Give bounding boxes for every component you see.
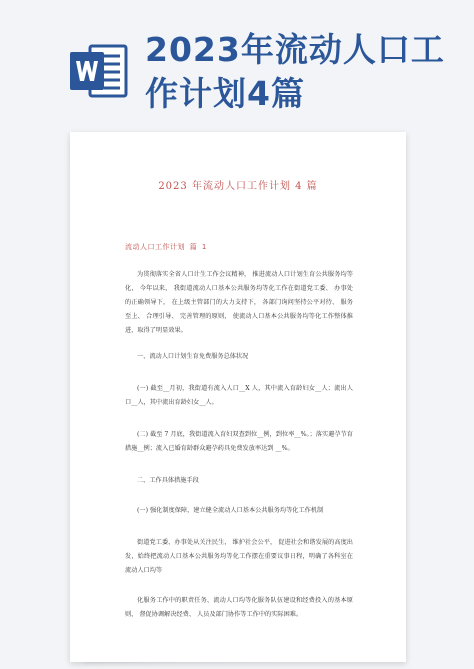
word-document-icon <box>68 40 130 102</box>
paragraph-body-2: 化服务工作中的职责任务、流动人口均等化服务队伍建设和经费投入的基本原则， 督促协调解决经费、 人员及部门协作等工作中的实际困难。 <box>125 597 353 618</box>
banner-title: 2023年流动人口工作计划4篇 <box>145 30 445 113</box>
paragraph-intro: 为贯彻落实全省人口计生工作会议精神， 推进流动人口计划生育公共服务均等化， 今年以来， 我街道流动人口基本公共服务均等化工作在街道党工委、 办事处的正确领导下， 在上级主管部门的大力支持下， 各部门询问坚持公平对待、 服务至上、 合理引导、 完善管理的原则， 使流动人口基本公共服务均等化工作整体推进，取得了明显效果。 <box>125 271 353 334</box>
paragraph-subheading: (一) 强化制度保障，建立健全流动人口基本公共服务均等化工作机制 <box>137 507 324 514</box>
paragraph-body-1: 街道党工委、办事处从关注民生， 维护社会公平， 促进社会和谐发展的高度出发，始终把流动人口基本公共服务均等化工作摆在重要议事日程，明确了各科室在流动人口均等 <box>125 539 353 574</box>
paragraph-item-2: (二) 截至 7 月底，我街道流入育妇双查到位__例，到位率__%。；落实避孕节育措施__例；流入已婚育龄群众避孕药具免费发放率达到 __%。 <box>125 431 353 452</box>
paragraph-item-1: (一) 截至__月初，我街道有流入人口__X 人，其中流入育龄妇女__人；流出人口__人，其中流出育龄妇女__人。 <box>125 385 353 406</box>
banner <box>0 0 474 150</box>
section-heading: 流动人口工作计划 篇 1 <box>125 243 207 251</box>
document-title: 2023 年流动人口工作计划 4 篇 <box>158 181 318 192</box>
paragraph-heading-2: 二、工作具体措施手段 <box>137 477 199 484</box>
document-page <box>70 132 406 662</box>
paragraph-heading-1: 一、流动人口计划生育免费服务总体状况 <box>137 353 249 360</box>
